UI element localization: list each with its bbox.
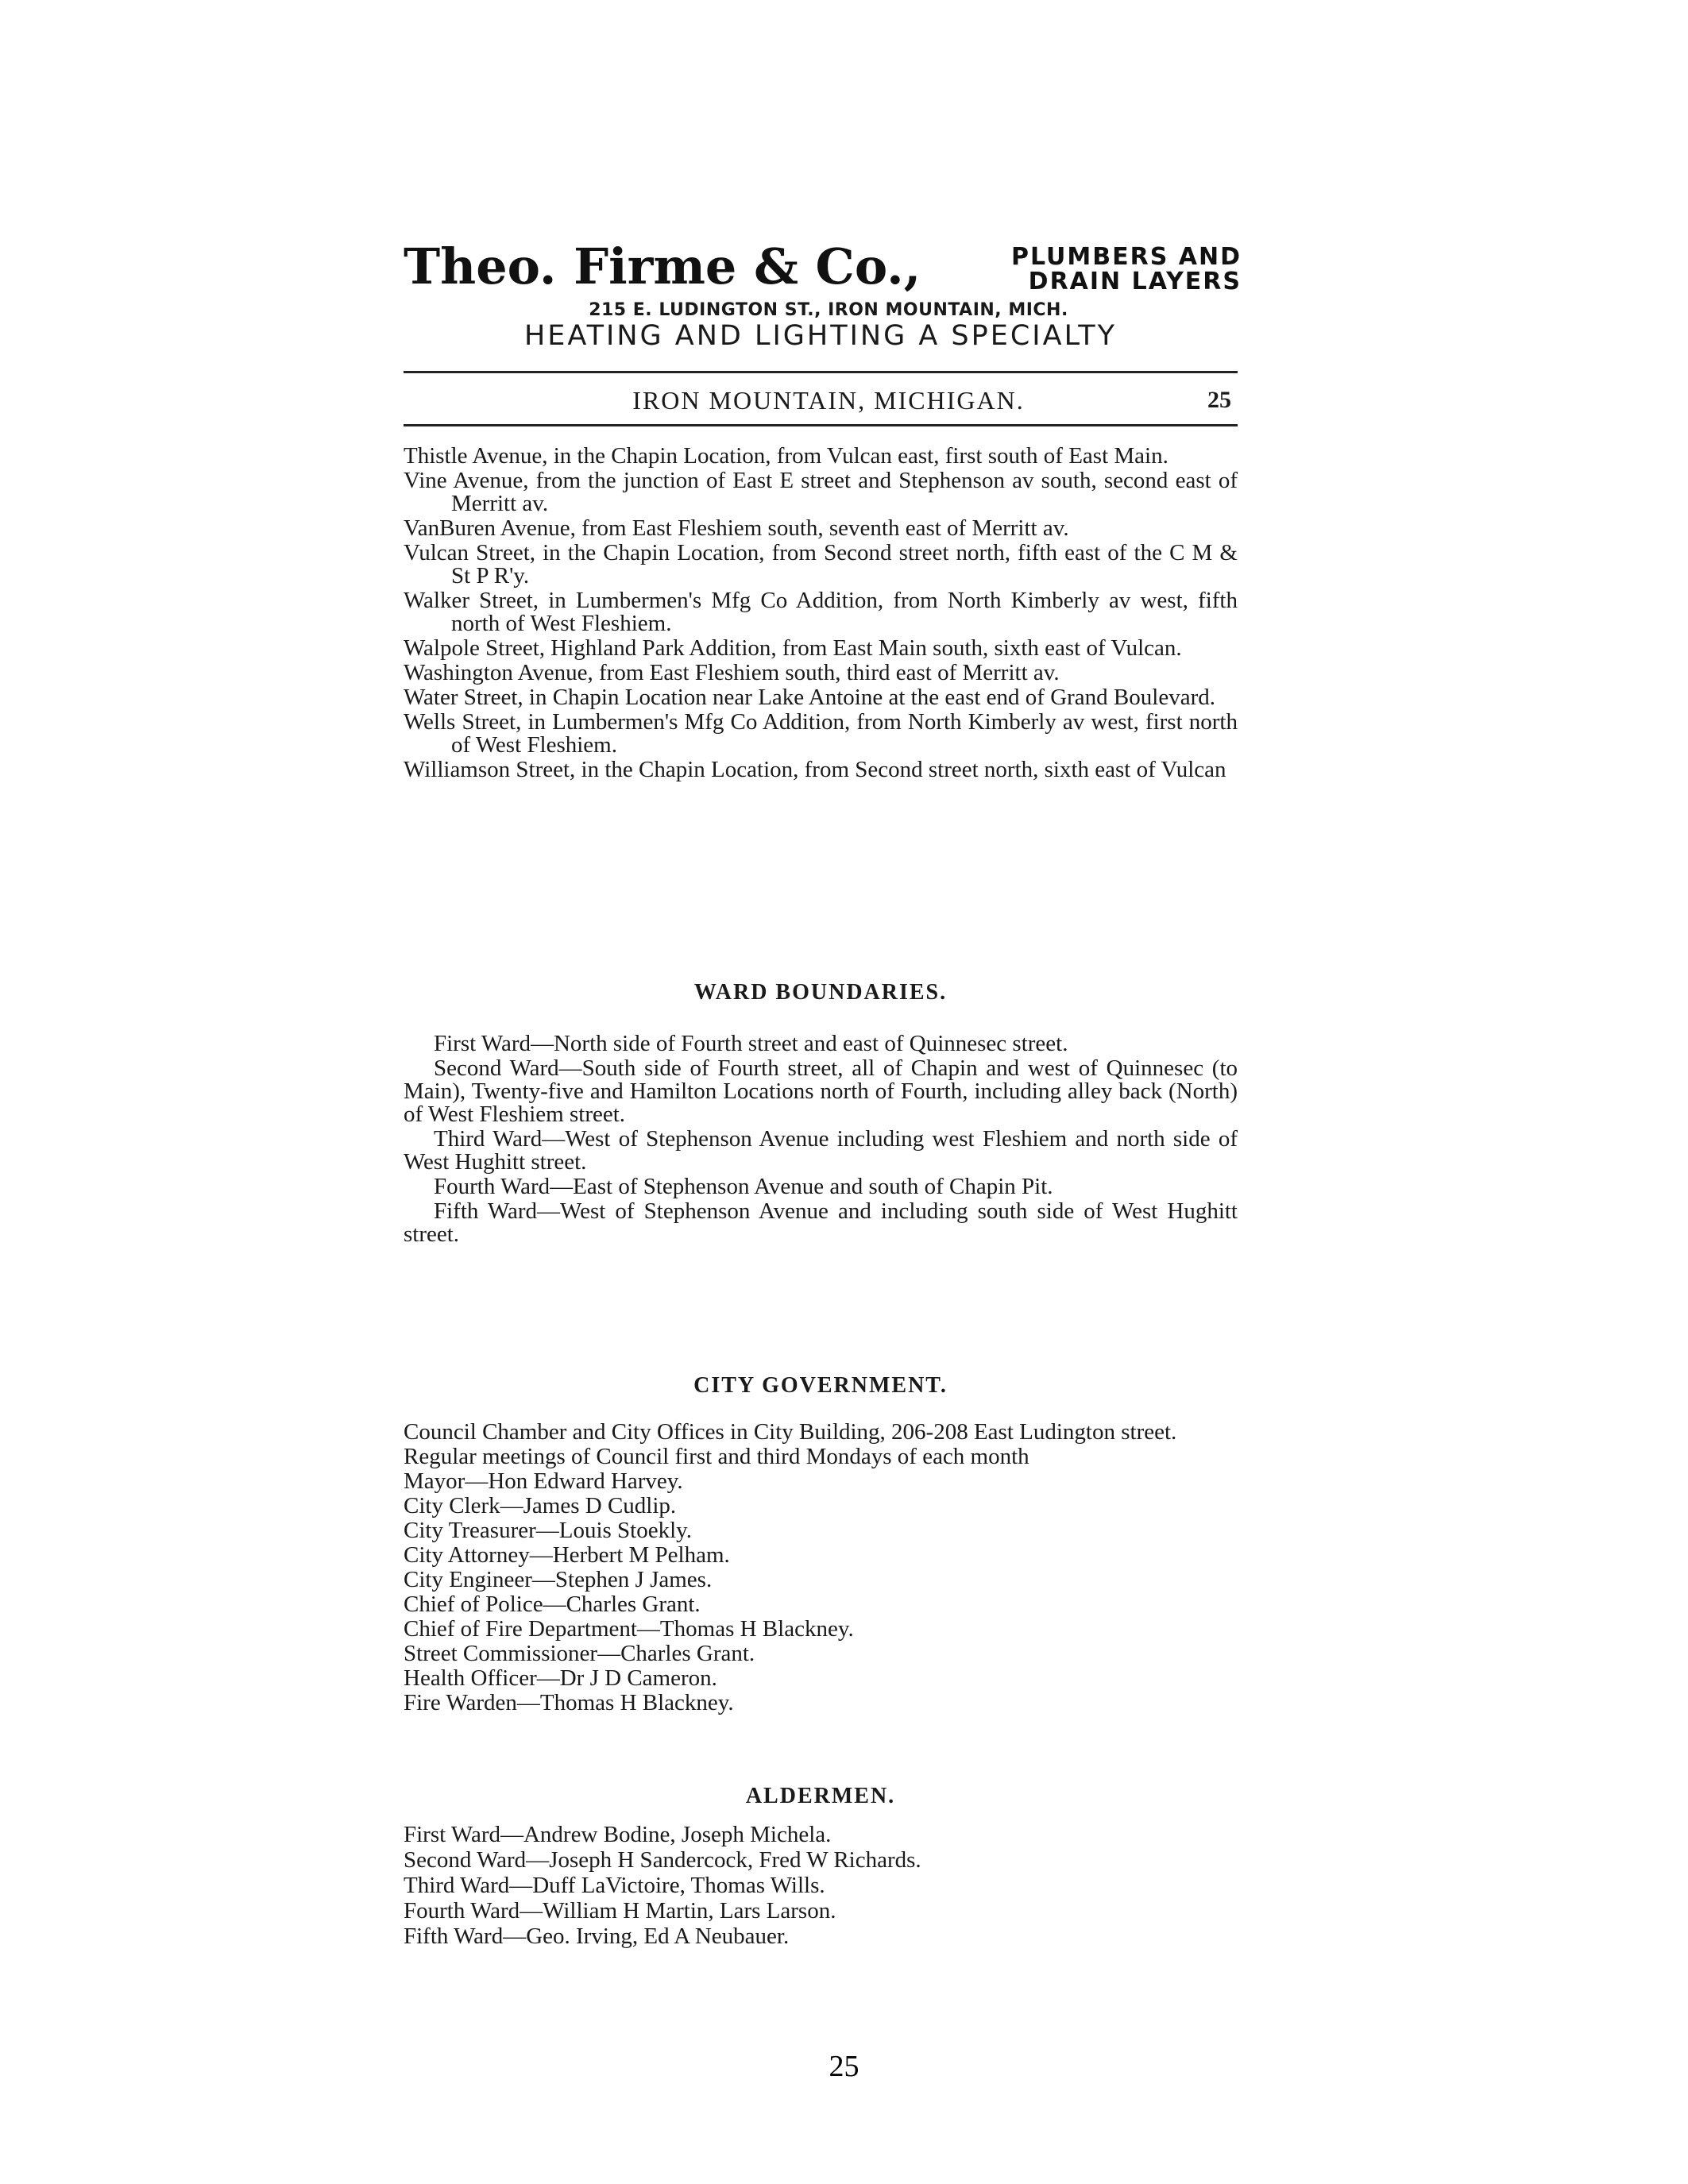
street-entry: Williamson Street, in the Chapin Location, from Second street north, sixth east of Vulcan (404, 757, 1226, 782)
government-line: Fire Warden—Thomas H Blackney. (404, 1690, 734, 1715)
street-entry: Vine Avenue, from the junction of East E street and Stephenson av south, second east of Merritt av. (404, 468, 1238, 516)
running-head (404, 383, 1238, 418)
street-entry: Walpole Street, Highland Park Addition, from East Main south, sixth east of Vulcan. (404, 635, 1182, 661)
street-list (404, 445, 1238, 783)
aldermen-line: Third Ward—Duff LaVictoire, Thomas Wills. (404, 1873, 825, 1898)
street-entry: VanBuren Avenue, from East Fleshiem south, seventh east of Merritt av. (404, 515, 1069, 541)
aldermen-line: Fourth Ward—William H Martin, Lars Larson. (404, 1898, 836, 1924)
ward-paragraph: Third Ward—West of Stephenson Avenue including west Fleshiem and north side of West Hughitt street. (404, 1126, 1238, 1175)
firm-specialty: HEATING AND LIGHTING A SPECIALTY (523, 320, 1118, 352)
running-title: IRON MOUNTAIN, MICHIGAN. (632, 386, 1025, 415)
government-line: City Clerk—James D Cudlip. (404, 1493, 677, 1518)
street-entry: Walker Street, in Lumbermen's Mfg Co Addition, from North Kimberly av west, fifth north of West Fleshiem. (404, 588, 1238, 636)
ward-boundaries-list (404, 1032, 1238, 1248)
street-entry: Wells Street, in Lumbermen's Mfg Co Addition, from North Kimberly av west, first north of West Fleshiem. (404, 709, 1238, 758)
divider (404, 371, 1238, 373)
street-entry: Water Street, in Chapin Location near Lake Antoine at the east end of Grand Boulevard. (404, 685, 1215, 710)
aldermen-line: Fifth Ward—Geo. Irving, Ed A Neubauer. (404, 1924, 790, 1949)
advertisement-header (404, 237, 1242, 369)
trade-line: DRAIN LAYERS (1028, 268, 1242, 295)
footer-page-number: 25 (829, 2050, 859, 2083)
divider (404, 424, 1238, 426)
government-line: Chief of Fire Department—Thomas H Blackney. (404, 1616, 854, 1642)
government-line: Chief of Police—Charles Grant. (404, 1592, 701, 1617)
government-line: City Attorney—Herbert M Pelham. (404, 1542, 730, 1568)
ward-paragraph: Second Ward—South side of Fourth street, all of Chapin and west of Quinnesec (to Main), Twenty-five and Hamilton Locations north of Fourth, including alley back (North) of West Fleshiem street. (404, 1055, 1238, 1127)
street-entry: Washington Avenue, from East Fleshiem south, third east of Merritt av. (404, 660, 1060, 685)
firm-name: Theo. Firme & Co., (404, 237, 921, 295)
government-line: Regular meetings of Council first and third Mondays of each month (404, 1444, 1029, 1469)
government-line: Street Commissioner—Charles Grant. (404, 1641, 755, 1666)
aldermen-list (404, 1823, 1238, 1950)
ward-boundaries-heading: WARD BOUNDARIES. (693, 980, 948, 1005)
aldermen-line: First Ward—Andrew Bodine, Joseph Michela. (404, 1822, 832, 1847)
aldermen-heading: ALDERMEN. (745, 1784, 896, 1808)
running-page-number: 25 (1207, 387, 1231, 413)
government-line: Mayor—Hon Edward Harvey. (404, 1468, 683, 1494)
firm-address: 215 E. LUDINGTON ST., IRON MOUNTAIN, MICH. (589, 300, 1068, 320)
city-government-heading: CITY GOVERNMENT. (693, 1373, 948, 1398)
government-line: City Treasurer—Louis Stoekly. (404, 1518, 693, 1543)
trade-line: PLUMBERS AND (1011, 243, 1242, 271)
street-entry: Vulcan Street, in the Chapin Location, from Second street north, fifth east of the C M & St P R'y. (404, 540, 1238, 588)
city-government-list (404, 1420, 1238, 1715)
government-line: Health Officer—Dr J D Cameron. (404, 1665, 717, 1691)
ward-paragraph: Fifth Ward—West of Stephenson Avenue and including south side of West Hughitt street. (404, 1198, 1238, 1247)
government-line: Council Chamber and City Offices in City Building, 206-208 East Ludington street. (404, 1419, 1177, 1445)
aldermen-line: Second Ward—Joseph H Sandercock, Fred W Richards. (404, 1847, 921, 1873)
trade-description (1011, 245, 1242, 294)
ward-paragraph: Fourth Ward—East of Stephenson Avenue and south of Chapin Pit. (434, 1174, 1053, 1199)
government-line: City Engineer—Stephen J James. (404, 1567, 713, 1592)
street-entry: Thistle Avenue, in the Chapin Location, from Vulcan east, first south of East Main. (404, 443, 1168, 469)
ward-paragraph: First Ward—North side of Fourth street and east of Quinnesec street. (434, 1031, 1068, 1056)
